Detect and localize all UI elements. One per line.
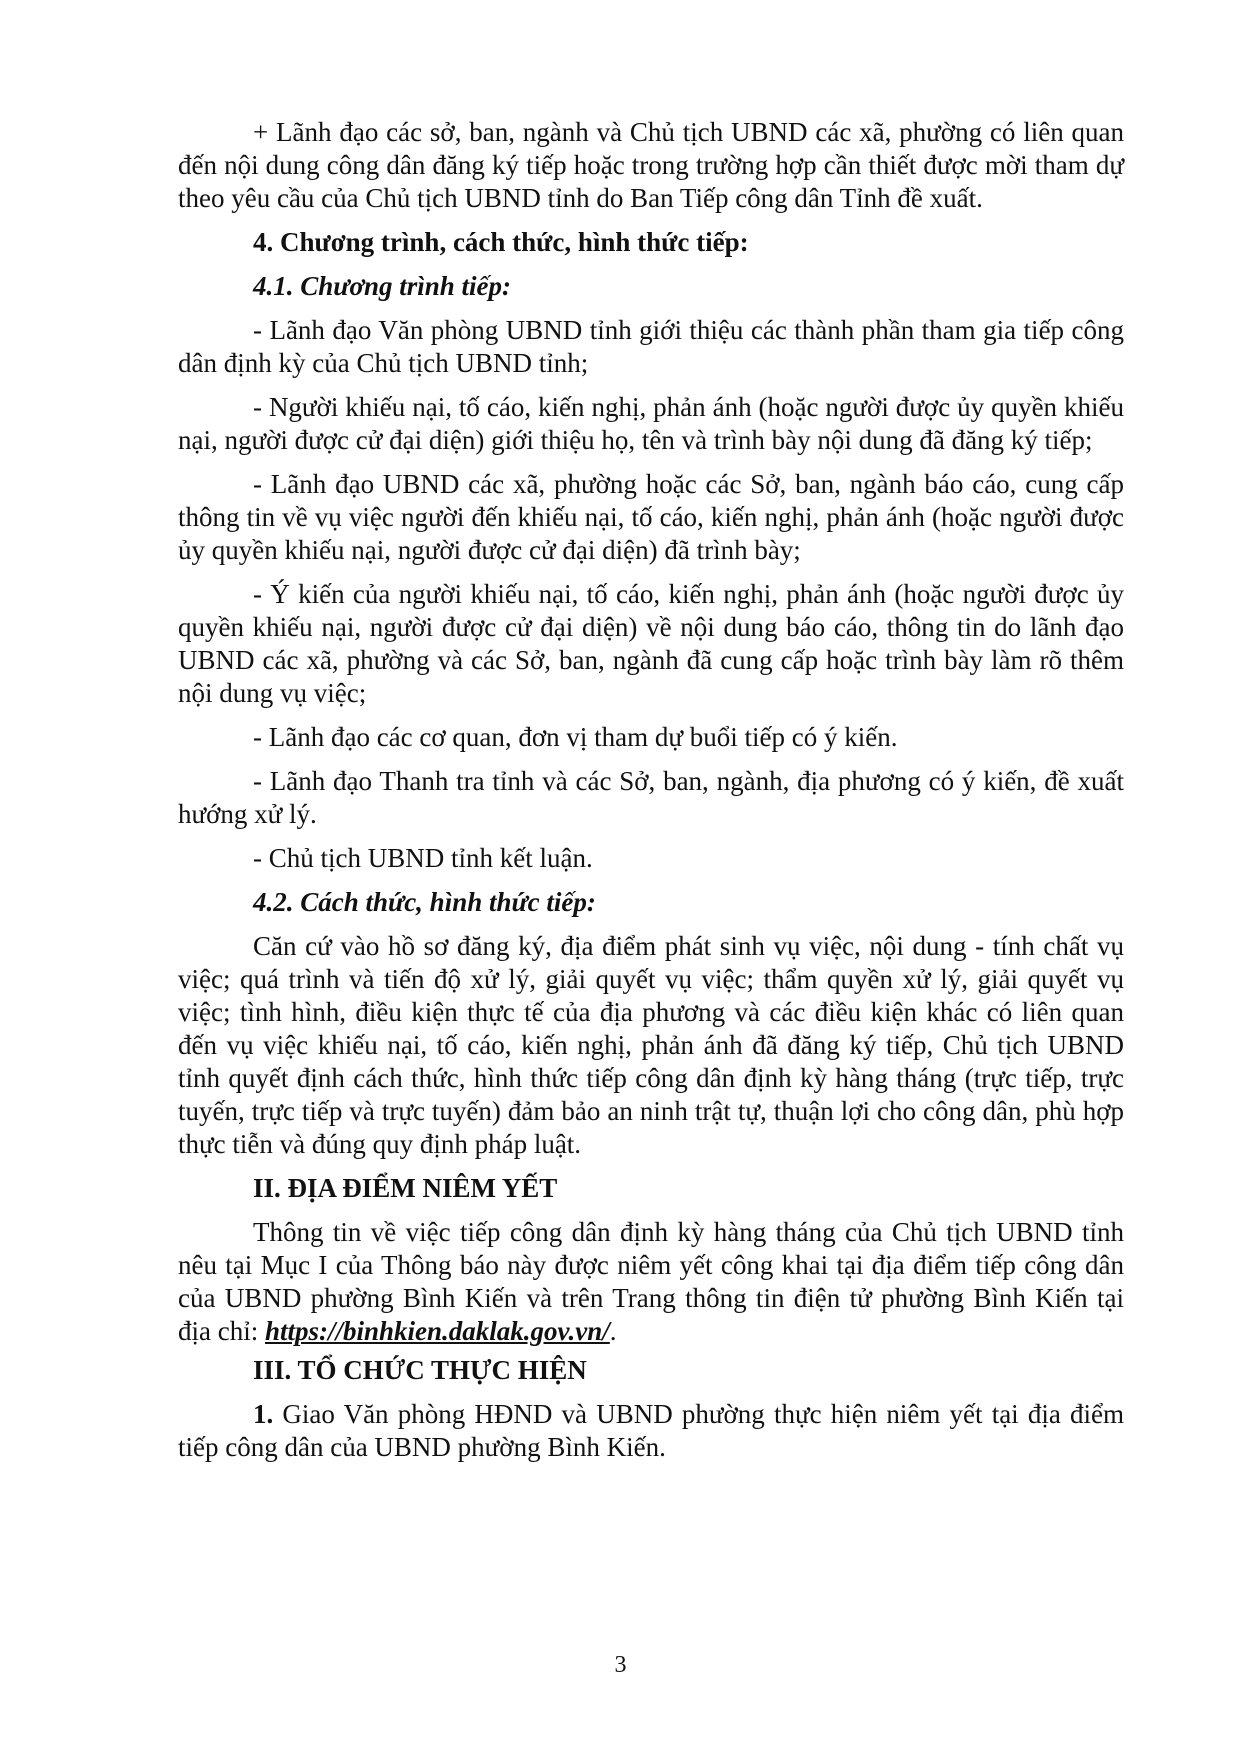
document-body [178,116,1124,1475]
paragraph-participants: + Lãnh đạo các sở, ban, ngành và Chủ tịch UBND các xã, phường có liên quan đến nội dung công dân đăng ký tiếp hoặc trong trường hợp cần thiết được mời tham dự theo yêu cầu của Chủ tịch UBND tỉnh do Ban Tiếp công dân Tỉnh đề xuất. [178,117,1124,213]
heading-section-4-1: 4.1. Chương trình tiếp: [253,271,511,301]
paragraph-implementation-1 [178,1398,1124,1464]
paragraph-program-item-4: - Ý kiến của người khiếu nại, tố cáo, kiến nghị, phản ánh (hoặc người được ủy quyền khiếu nại, người được cử đại diện) về nội dung báo cáo, thông tin do lãnh đạo UBND các xã, phường và các Sở, ban, ngành đã cung cấp hoặc trình bày làm rõ thêm nội dung vụ việc; [178,579,1124,708]
posting-location-period: . [609,1316,617,1346]
implementation-1-text: Giao Văn phòng HĐND và UBND phường thực hiện niêm yết tại địa điểm tiếp công dân của UBND phường Bình Kiến. [178,1399,1124,1462]
paragraph-method: Căn cứ vào hồ sơ đăng ký, địa điểm phát sinh vụ việc, nội dung - tính chất vụ việc; quá trình và tiến độ xử lý, giải quyết vụ việc; thẩm quyền xử lý, giải quyết vụ việc; tình hình, điều kiện thực tế của địa phương và các điều kiện khác có liên quan đến vụ việc khiếu nại, tố cáo, kiến nghị, phản ánh đã đăng ký tiếp, Chủ tịch UBND tỉnh quyết định cách thức, hình thức tiếp công dân định kỳ hàng tháng (trực tiếp, trực tuyến, trực tiếp và trực tuyến) đảm bảo an ninh trật tự, thuận lợi cho công dân, phù hợp thực tiễn và đúng quy định pháp luật. [178,931,1124,1159]
heading-section-II: II. ĐỊA ĐIỂM NIÊM YẾT [253,1173,558,1203]
posting-location-text: Thông tin về việc tiếp công dân định kỳ hàng tháng của Chủ tịch UBND tỉnh nêu tại Mục I của Thông báo này được niêm yết công khai tại địa điểm tiếp công dân của UBND phường Bình Kiến và trên Trang thông tin điện tử phường Bình Kiến tại địa chỉ: [178,1217,1124,1346]
paragraph-program-item-5: - Lãnh đạo các cơ quan, đơn vị tham dự buổi tiếp có ý kiến. [253,722,898,752]
heading-section-III: III. TỔ CHỨC THỰC HIỆN [253,1355,587,1385]
paragraph-program-item-7: - Chủ tịch UBND tỉnh kết luận. [253,843,593,873]
heading-section-4-2: 4.2. Cách thức, hình thức tiếp: [253,887,596,917]
paragraph-program-item-2: - Người khiếu nại, tố cáo, kiến nghị, phản ánh (hoặc người được ủy quyền khiếu nại, người được cử đại diện) giới thiệu họ, tên và trình bày nội dung đã đăng ký tiếp; [178,392,1124,455]
paragraph-program-item-1: - Lãnh đạo Văn phòng UBND tỉnh giới thiệu các thành phần tham gia tiếp công dân định kỳ của Chủ tịch UBND tỉnh; [178,315,1124,378]
item-number: 1. [253,1399,274,1429]
paragraph-program-item-3: - Lãnh đạo UBND các xã, phường hoặc các Sở, ban, ngành báo cáo, cung cấp thông tin về vụ việc người đến khiếu nại, tố cáo, kiến nghị, phản ánh (hoặc người được ủy quyền khiếu nại, người được cử đại diện) đã trình bày; [178,469,1124,565]
website-link[interactable]: https://binhkien.daklak.gov.vn/ [264,1316,610,1346]
paragraph-program-item-6: - Lãnh đạo Thanh tra tỉnh và các Sở, ban, ngành, địa phương có ý kiến, đề xuất hướng xử lý. [178,766,1124,829]
paragraph-posting-location [178,1216,1124,1348]
heading-section-4: 4. Chương trình, cách thức, hình thức tiếp: [253,227,749,257]
page-number: 3 [614,1652,627,1678]
